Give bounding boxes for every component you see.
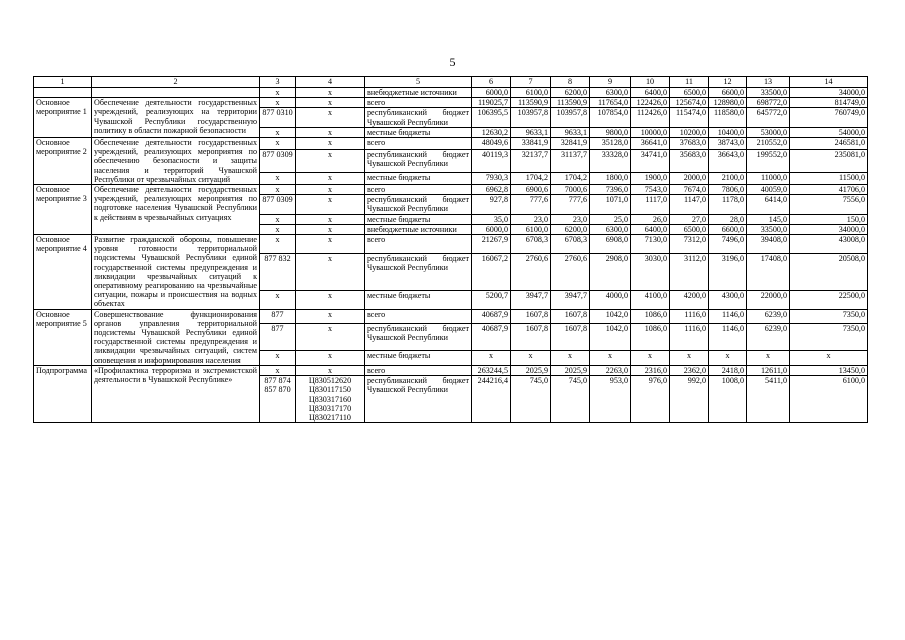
amount-cell: 7806,0 — [709, 185, 747, 195]
event-description-cell — [92, 88, 260, 98]
column-header-9: 9 — [590, 77, 631, 88]
amount-cell: 5200,7 — [472, 290, 511, 309]
amount-cell: 40687,9 — [472, 324, 511, 351]
amount-cell: 23,0 — [511, 214, 551, 224]
amount-cell: 6500,0 — [670, 88, 709, 98]
amount-cell: 35,0 — [472, 214, 511, 224]
amount-cell: 2418,0 — [709, 365, 747, 375]
amount-cell: 107854,0 — [590, 108, 631, 127]
funding-source-cell: республиканский бюджет Чувашской Республики — [365, 324, 472, 351]
amount-cell: 33500,0 — [747, 224, 790, 234]
amount-cell: 7543,0 — [631, 185, 670, 195]
responsible-code-cell: x — [260, 290, 296, 309]
budget-code-cell: Ц830512620 Ц830117150 Ц830317160 Ц830317170 Ц830217110 — [296, 376, 365, 423]
column-header-1: 1 — [34, 77, 92, 88]
responsible-code-cell: 877 0309 — [260, 195, 296, 214]
table-row — [34, 98, 868, 108]
responsible-code-cell: 877 874 857 870 — [260, 376, 296, 423]
amount-cell: x — [631, 351, 670, 365]
amount-cell: 106395,5 — [472, 108, 511, 127]
amount-cell: 36643,0 — [709, 150, 747, 173]
column-header-10: 10 — [631, 77, 670, 88]
amount-cell: 6000,0 — [472, 88, 511, 98]
amount-cell: 3112,0 — [670, 254, 709, 290]
budget-code-cell: x — [296, 195, 365, 214]
amount-cell: 7350,0 — [790, 324, 868, 351]
amount-cell: 1042,0 — [590, 309, 631, 323]
amount-cell: 10000,0 — [631, 127, 670, 137]
amount-cell: 1071,0 — [590, 195, 631, 214]
responsible-code-cell: x — [260, 88, 296, 98]
amount-cell: 103957,8 — [551, 108, 590, 127]
responsible-code-cell: 877 0310 — [260, 108, 296, 127]
funding-source-cell: местные бюджеты — [365, 172, 472, 184]
amount-cell: 48049,6 — [472, 138, 511, 150]
amount-cell: 5411,0 — [747, 376, 790, 423]
amount-cell: 3947,7 — [551, 290, 590, 309]
amount-cell: 32137,7 — [511, 150, 551, 173]
funding-source-cell: республиканский бюджет Чувашской Республики — [365, 254, 472, 290]
event-description-cell: Обеспечение деятельности государственных учреждений, реализующих на территории Чувашской Республики государственную политику в области пожарной безопасности — [92, 98, 260, 138]
amount-cell: 35128,0 — [590, 138, 631, 150]
funding-source-cell: республиканский бюджет Чувашской Республики — [365, 195, 472, 214]
amount-cell: 103957,8 — [511, 108, 551, 127]
amount-cell: 26,0 — [631, 214, 670, 224]
budget-code-cell: x — [296, 290, 365, 309]
table-row — [34, 365, 868, 375]
amount-cell: 1900,0 — [631, 172, 670, 184]
amount-cell: 6200,0 — [551, 224, 590, 234]
budget-code-cell: x — [296, 172, 365, 184]
amount-cell: 2100,0 — [709, 172, 747, 184]
column-header-6: 6 — [472, 77, 511, 88]
amount-cell: 33841,9 — [511, 138, 551, 150]
funding-source-cell: внебюджетные источники — [365, 224, 472, 234]
amount-cell: 235081,0 — [790, 150, 868, 173]
amount-cell: 1147,0 — [670, 195, 709, 214]
amount-cell: 128980,0 — [709, 98, 747, 108]
funding-source-cell: всего — [365, 185, 472, 195]
responsible-code-cell: x — [260, 127, 296, 137]
amount-cell: 34741,0 — [631, 150, 670, 173]
responsible-code-cell: 877 0309 — [260, 150, 296, 173]
responsible-code-cell: x — [260, 214, 296, 224]
amount-cell: 1116,0 — [670, 324, 709, 351]
table-row — [34, 88, 868, 98]
funding-source-cell: всего — [365, 235, 472, 254]
amount-cell: 115474,0 — [670, 108, 709, 127]
amount-cell: 7930,3 — [472, 172, 511, 184]
amount-cell: 35683,0 — [670, 150, 709, 173]
amount-cell: 28,0 — [709, 214, 747, 224]
amount-cell: x — [709, 351, 747, 365]
amount-cell: 6300,0 — [590, 224, 631, 234]
amount-cell: 9633,1 — [551, 127, 590, 137]
amount-cell: 976,0 — [631, 376, 670, 423]
amount-cell: 2000,0 — [670, 172, 709, 184]
amount-cell: 10200,0 — [670, 127, 709, 137]
amount-cell: 117654,0 — [590, 98, 631, 108]
table-row — [34, 138, 868, 150]
amount-cell: 112426,0 — [631, 108, 670, 127]
event-label-cell: Основное мероприятие 2 — [34, 138, 92, 185]
amount-cell: 1086,0 — [631, 324, 670, 351]
event-description-cell: Развитие гражданской обороны, повышение уровня готовности территориальной подсистемы Чувашской Республики единой государственной системы предупреждения и ликвидации чрезвычайных ситуаций к оперативному реагированию на чрезвычайные ситуации, пожары и происшествия на водных объектах — [92, 235, 260, 310]
event-label-cell: Основное мероприятие 3 — [34, 185, 92, 235]
amount-cell: 246581,0 — [790, 138, 868, 150]
table-row — [34, 185, 868, 195]
amount-cell: 38743,0 — [709, 138, 747, 150]
amount-cell: 6239,0 — [747, 309, 790, 323]
budget-code-cell: x — [296, 365, 365, 375]
amount-cell: 1607,8 — [511, 324, 551, 351]
amount-cell: 2025,9 — [551, 365, 590, 375]
budget-code-cell: x — [296, 127, 365, 137]
amount-cell: 16067,2 — [472, 254, 511, 290]
amount-cell: 113590,9 — [551, 98, 590, 108]
amount-cell: 11000,0 — [747, 172, 790, 184]
column-header-13: 13 — [747, 77, 790, 88]
amount-cell: 3030,0 — [631, 254, 670, 290]
amount-cell: 4000,0 — [590, 290, 631, 309]
amount-cell: 25,0 — [590, 214, 631, 224]
column-header-3: 3 — [260, 77, 296, 88]
event-description-cell: Обеспечение деятельности государственных учреждений, реализующих мероприятия по обеспечению безопасности и защиты населения и территорий Чувашской Республики от чрезвычайных ситуаций — [92, 138, 260, 185]
amount-cell: x — [790, 351, 868, 365]
amount-cell: 11500,0 — [790, 172, 868, 184]
amount-cell: 1607,8 — [511, 309, 551, 323]
amount-cell: 1704,2 — [551, 172, 590, 184]
responsible-code-cell: x — [260, 351, 296, 365]
amount-cell: 6900,6 — [511, 185, 551, 195]
amount-cell: 2760,6 — [511, 254, 551, 290]
amount-cell: 43008,0 — [790, 235, 868, 254]
column-header-2: 2 — [92, 77, 260, 88]
column-header-4: 4 — [296, 77, 365, 88]
amount-cell: 1008,0 — [709, 376, 747, 423]
header-row — [34, 77, 868, 88]
table-row — [34, 309, 868, 323]
budget-code-cell: x — [296, 108, 365, 127]
amount-cell: 1116,0 — [670, 309, 709, 323]
responsible-code-cell: x — [260, 138, 296, 150]
amount-cell: 7350,0 — [790, 309, 868, 323]
amount-cell: 210552,0 — [747, 138, 790, 150]
budget-code-cell: x — [296, 214, 365, 224]
amount-cell: 13450,0 — [790, 365, 868, 375]
event-label-cell: Основное мероприятие 4 — [34, 235, 92, 310]
budget-code-cell: x — [296, 235, 365, 254]
amount-cell: 34000,0 — [790, 88, 868, 98]
amount-cell: 22500,0 — [790, 290, 868, 309]
column-header-14: 14 — [790, 77, 868, 88]
budget-code-cell: x — [296, 351, 365, 365]
responsible-code-cell: 877 832 — [260, 254, 296, 290]
amount-cell: 9800,0 — [590, 127, 631, 137]
amount-cell: 698772,0 — [747, 98, 790, 108]
amount-cell: 37683,0 — [670, 138, 709, 150]
amount-cell: 244216,4 — [472, 376, 511, 423]
amount-cell: 2908,0 — [590, 254, 631, 290]
amount-cell: 199552,0 — [747, 150, 790, 173]
budget-code-cell: x — [296, 324, 365, 351]
amount-cell: 33328,0 — [590, 150, 631, 173]
amount-cell: 54000,0 — [790, 127, 868, 137]
amount-cell: 122426,0 — [631, 98, 670, 108]
budget-code-cell: x — [296, 150, 365, 173]
amount-cell: 7674,0 — [670, 185, 709, 195]
amount-cell: 2025,9 — [511, 365, 551, 375]
budget-code-cell: x — [296, 254, 365, 290]
amount-cell: 22000,0 — [747, 290, 790, 309]
funding-source-cell: всего — [365, 138, 472, 150]
amount-cell: 777,6 — [511, 195, 551, 214]
responsible-code-cell: x — [260, 98, 296, 108]
amount-cell: 263244,5 — [472, 365, 511, 375]
amount-cell: 6962,8 — [472, 185, 511, 195]
amount-cell: 1800,0 — [590, 172, 631, 184]
amount-cell: 7496,0 — [709, 235, 747, 254]
amount-cell: 1146,0 — [709, 309, 747, 323]
amount-cell: 7130,0 — [631, 235, 670, 254]
amount-cell: 6600,0 — [709, 224, 747, 234]
amount-cell: 6100,0 — [511, 88, 551, 98]
event-description-cell: «Профилактика терроризма и экстремистской деятельности в Чувашской Республике» — [92, 365, 260, 422]
amount-cell: 1042,0 — [590, 324, 631, 351]
amount-cell: 953,0 — [590, 376, 631, 423]
table-row — [34, 235, 868, 254]
amount-cell: 927,8 — [472, 195, 511, 214]
amount-cell: x — [590, 351, 631, 365]
funding-source-cell: всего — [365, 365, 472, 375]
amount-cell: 760749,0 — [790, 108, 868, 127]
amount-cell: 6000,0 — [472, 224, 511, 234]
amount-cell: 6200,0 — [551, 88, 590, 98]
amount-cell: 113590,9 — [511, 98, 551, 108]
amount-cell: 6239,0 — [747, 324, 790, 351]
responsible-code-cell: 877 — [260, 309, 296, 323]
amount-cell: 6100,0 — [511, 224, 551, 234]
amount-cell: 21267,9 — [472, 235, 511, 254]
funding-source-cell: всего — [365, 98, 472, 108]
amount-cell: 33500,0 — [747, 88, 790, 98]
responsible-code-cell: x — [260, 365, 296, 375]
amount-cell: x — [511, 351, 551, 365]
amount-cell: x — [551, 351, 590, 365]
amount-cell: 31137,7 — [551, 150, 590, 173]
amount-cell: x — [670, 351, 709, 365]
amount-cell: 6400,0 — [631, 88, 670, 98]
amount-cell: 40059,0 — [747, 185, 790, 195]
amount-cell: 119025,7 — [472, 98, 511, 108]
column-header-12: 12 — [709, 77, 747, 88]
amount-cell: 23,0 — [551, 214, 590, 224]
amount-cell: 1117,0 — [631, 195, 670, 214]
amount-cell: 1086,0 — [631, 309, 670, 323]
amount-cell: 39408,0 — [747, 235, 790, 254]
amount-cell: x — [472, 351, 511, 365]
amount-cell: 6600,0 — [709, 88, 747, 98]
amount-cell: 4100,0 — [631, 290, 670, 309]
funding-source-cell: всего — [365, 309, 472, 323]
amount-cell: 1607,8 — [551, 324, 590, 351]
amount-cell: 32841,9 — [551, 138, 590, 150]
amount-cell: 125674,0 — [670, 98, 709, 108]
amount-cell: 3196,0 — [709, 254, 747, 290]
amount-cell: 2263,0 — [590, 365, 631, 375]
page-number: 5 — [449, 55, 456, 69]
column-header-11: 11 — [670, 77, 709, 88]
amount-cell: 3947,7 — [511, 290, 551, 309]
amount-cell: 6908,0 — [590, 235, 631, 254]
amount-cell: 645772,0 — [747, 108, 790, 127]
amount-cell: 6400,0 — [631, 224, 670, 234]
event-label-cell — [34, 88, 92, 98]
amount-cell: 12630,2 — [472, 127, 511, 137]
amount-cell: 1607,8 — [551, 309, 590, 323]
budget-code-cell: x — [296, 185, 365, 195]
amount-cell: 6500,0 — [670, 224, 709, 234]
amount-cell: 7000,6 — [551, 185, 590, 195]
funding-source-cell: местные бюджеты — [365, 127, 472, 137]
responsible-code-cell: x — [260, 185, 296, 195]
amount-cell: 6708,3 — [511, 235, 551, 254]
responsible-code-cell: x — [260, 224, 296, 234]
amount-cell: 2316,0 — [631, 365, 670, 375]
event-description-cell: Обеспечение деятельности государственных учреждений, реализующих мероприятия по подготовке населения Чувашской Республики к действиям в чрезвычайных ситуациях — [92, 185, 260, 235]
budget-code-cell: x — [296, 98, 365, 108]
amount-cell: 745,0 — [551, 376, 590, 423]
budget-code-cell: x — [296, 88, 365, 98]
amount-cell: 20508,0 — [790, 254, 868, 290]
amount-cell: 6100,0 — [790, 376, 868, 423]
amount-cell: 40119,3 — [472, 150, 511, 173]
event-label-cell: Подпрограмма — [34, 365, 92, 422]
funding-source-cell: внебюджетные источники — [365, 88, 472, 98]
amount-cell: 1146,0 — [709, 324, 747, 351]
amount-cell: 7312,0 — [670, 235, 709, 254]
amount-cell: 36641,0 — [631, 138, 670, 150]
amount-cell: 2362,0 — [670, 365, 709, 375]
amount-cell: 777,6 — [551, 195, 590, 214]
amount-cell: 145,0 — [747, 214, 790, 224]
funding-source-cell: республиканский бюджет Чувашской Республики — [365, 376, 472, 423]
budget-table — [33, 76, 868, 423]
amount-cell: 17408,0 — [747, 254, 790, 290]
amount-cell: 150,0 — [790, 214, 868, 224]
responsible-code-cell: x — [260, 172, 296, 184]
amount-cell: 6414,0 — [747, 195, 790, 214]
responsible-code-cell: x — [260, 235, 296, 254]
amount-cell: 27,0 — [670, 214, 709, 224]
funding-source-cell: местные бюджеты — [365, 214, 472, 224]
responsible-code-cell: 877 — [260, 324, 296, 351]
amount-cell: 12611,0 — [747, 365, 790, 375]
event-label-cell: Основное мероприятие 5 — [34, 309, 92, 365]
amount-cell: 6300,0 — [590, 88, 631, 98]
budget-code-cell: x — [296, 309, 365, 323]
event-description-cell: Совершенствование функционирования органов управления территориальной подсистемы Чувашской Республики единой государственной системы предупреждения и ликвидации чрезвычайных ситуаций, систем оповещения и информирования населения — [92, 309, 260, 365]
amount-cell: 992,0 — [670, 376, 709, 423]
funding-source-cell: республиканский бюджет Чувашской Республики — [365, 150, 472, 173]
amount-cell: x — [747, 351, 790, 365]
amount-cell: 814749,0 — [790, 98, 868, 108]
budget-code-cell: x — [296, 224, 365, 234]
amount-cell: 745,0 — [511, 376, 551, 423]
funding-source-cell: республиканский бюджет Чувашской Республики — [365, 108, 472, 127]
amount-cell: 40687,9 — [472, 309, 511, 323]
amount-cell: 1178,0 — [709, 195, 747, 214]
table-body — [34, 88, 868, 423]
event-label-cell: Основное мероприятие 1 — [34, 98, 92, 138]
amount-cell: 10400,0 — [709, 127, 747, 137]
funding-source-cell: местные бюджеты — [365, 290, 472, 309]
amount-cell: 2760,6 — [551, 254, 590, 290]
amount-cell: 9633,1 — [511, 127, 551, 137]
amount-cell: 6708,3 — [551, 235, 590, 254]
amount-cell: 1704,2 — [511, 172, 551, 184]
column-header-5: 5 — [365, 77, 472, 88]
amount-cell: 7556,0 — [790, 195, 868, 214]
amount-cell: 53000,0 — [747, 127, 790, 137]
amount-cell: 4300,0 — [709, 290, 747, 309]
amount-cell: 7396,0 — [590, 185, 631, 195]
column-header-8: 8 — [551, 77, 590, 88]
amount-cell: 4200,0 — [670, 290, 709, 309]
amount-cell: 118580,0 — [709, 108, 747, 127]
amount-cell: 34000,0 — [790, 224, 868, 234]
budget-code-cell: x — [296, 138, 365, 150]
funding-source-cell: местные бюджеты — [365, 351, 472, 365]
column-header-7: 7 — [511, 77, 551, 88]
amount-cell: 41706,0 — [790, 185, 868, 195]
